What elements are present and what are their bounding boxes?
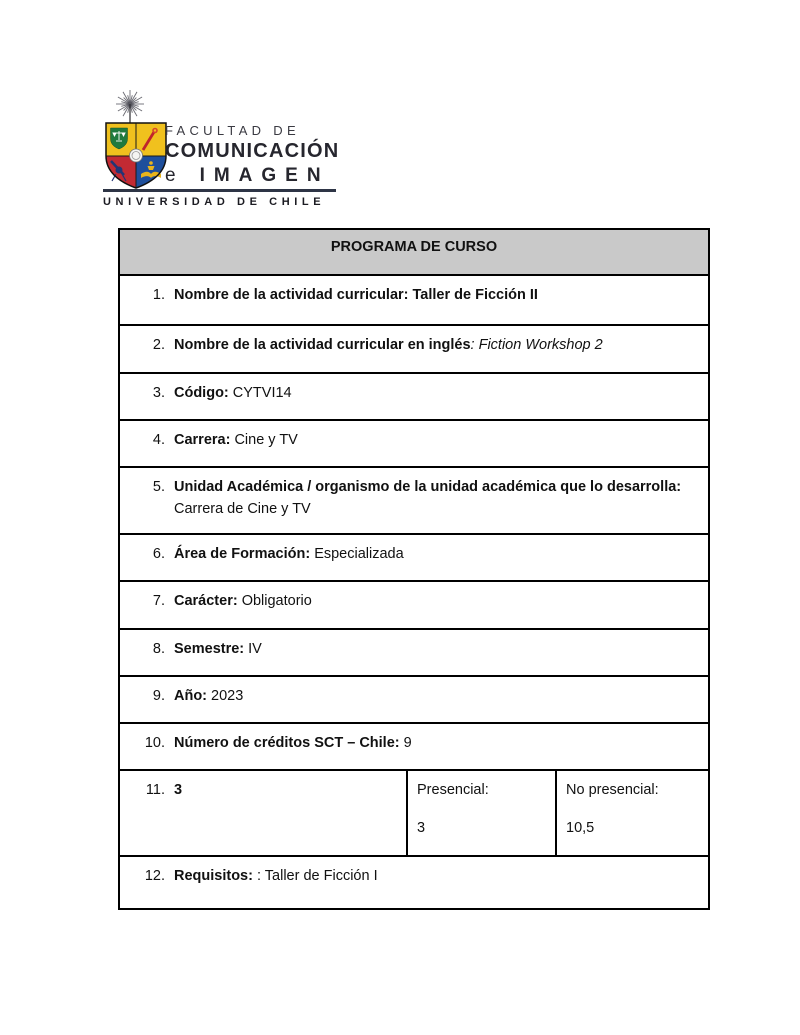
table-row-9 <box>120 677 708 724</box>
table-row-4 <box>120 421 708 468</box>
row-text <box>174 686 708 708</box>
row-text <box>174 866 708 888</box>
row-number: 12. <box>144 868 165 884</box>
table-row-8 <box>120 630 708 677</box>
row-number: 7. <box>152 593 165 609</box>
table-header: PROGRAMA DE CURSO <box>120 230 708 276</box>
row-label: Carrera: <box>174 432 231 448</box>
faculty-line1: FACULTAD DE <box>165 123 300 138</box>
row-value: IV <box>244 641 262 657</box>
row-value: 3 <box>174 782 183 798</box>
row-number: 8. <box>152 641 165 657</box>
row-label: Unidad Académica / organismo de la unidad académica que lo desarrolla: <box>174 479 682 495</box>
table-row-12 <box>120 857 708 908</box>
table-row-6 <box>120 535 708 582</box>
faculty-line2: COMUNICACIÓN <box>165 140 340 162</box>
presencial-value: 3 <box>417 819 426 836</box>
row-number: 1. <box>152 287 165 303</box>
row-text <box>174 430 708 452</box>
row-value: 2023 <box>207 688 244 704</box>
row-text <box>174 383 708 405</box>
no-presencial-cell <box>557 771 708 855</box>
row-label: Año: <box>174 688 208 704</box>
table-row-5 <box>120 468 708 535</box>
university-name: UNIVERSIDAD DE CHILE <box>103 196 326 208</box>
faculty-line3 <box>165 165 343 187</box>
row-text <box>174 733 708 755</box>
faculty-line3-e: e <box>165 165 176 186</box>
no-presencial-label: No presencial: <box>566 782 659 798</box>
row-value: Especializada <box>310 546 404 562</box>
presencial-cell <box>408 771 557 855</box>
row-text <box>174 544 708 566</box>
row-text <box>174 591 708 613</box>
table-row-2 <box>120 326 708 374</box>
row-label: Área de Formación: <box>174 546 311 562</box>
row-label: Semestre: <box>174 641 245 657</box>
row-value: : Taller de Ficción I <box>252 868 378 884</box>
row-label: Número de créditos SCT – Chile: <box>174 735 400 751</box>
row-number: 11. <box>145 782 165 798</box>
table-row-1 <box>120 276 708 326</box>
row-number: 9. <box>152 688 165 704</box>
row-text <box>174 335 708 357</box>
logo-divider <box>103 189 336 192</box>
table-row-10 <box>120 724 708 771</box>
row-label: Carácter: <box>174 593 238 609</box>
row-value: Obligatorio <box>237 593 312 609</box>
university-logo <box>103 88 343 213</box>
row-number: 10. <box>144 735 165 751</box>
row-value: CYTVI14 <box>228 385 292 401</box>
row-text <box>174 285 708 307</box>
row-text <box>174 477 708 521</box>
row-second-line: Carrera de Cine y TV <box>174 500 311 517</box>
row-label: Nombre de la actividad curricular en inglés <box>174 337 471 353</box>
table-row-3 <box>120 374 708 421</box>
university-crest <box>103 88 169 190</box>
row-value: Cine y TV <box>230 432 298 448</box>
row-number: 2. <box>152 337 165 353</box>
course-program-table <box>118 228 710 910</box>
row-label: Requisitos: <box>174 868 253 884</box>
table-row-11 <box>120 771 708 857</box>
faculty-name <box>165 123 343 187</box>
presencial-label: Presencial: <box>417 782 489 798</box>
row-number: 4. <box>152 432 165 448</box>
shield-icon <box>106 123 166 188</box>
row-text <box>174 780 406 802</box>
row-number: 3. <box>152 385 165 401</box>
row-label: Nombre de la actividad curricular: Taller de Ficción II <box>174 287 538 303</box>
row-value: 9 <box>399 735 412 751</box>
row-label: Código: <box>174 385 229 401</box>
row-number: 5. <box>152 479 165 495</box>
no-presencial-value: 10,5 <box>566 819 595 836</box>
faculty-line3-imagen: IMAGEN <box>199 165 330 186</box>
row-number: 6. <box>152 546 165 562</box>
row-text <box>174 639 708 661</box>
credits-cell <box>120 771 408 855</box>
table-row-7 <box>120 582 708 630</box>
row-value-italic: : Fiction Workshop 2 <box>470 337 603 353</box>
